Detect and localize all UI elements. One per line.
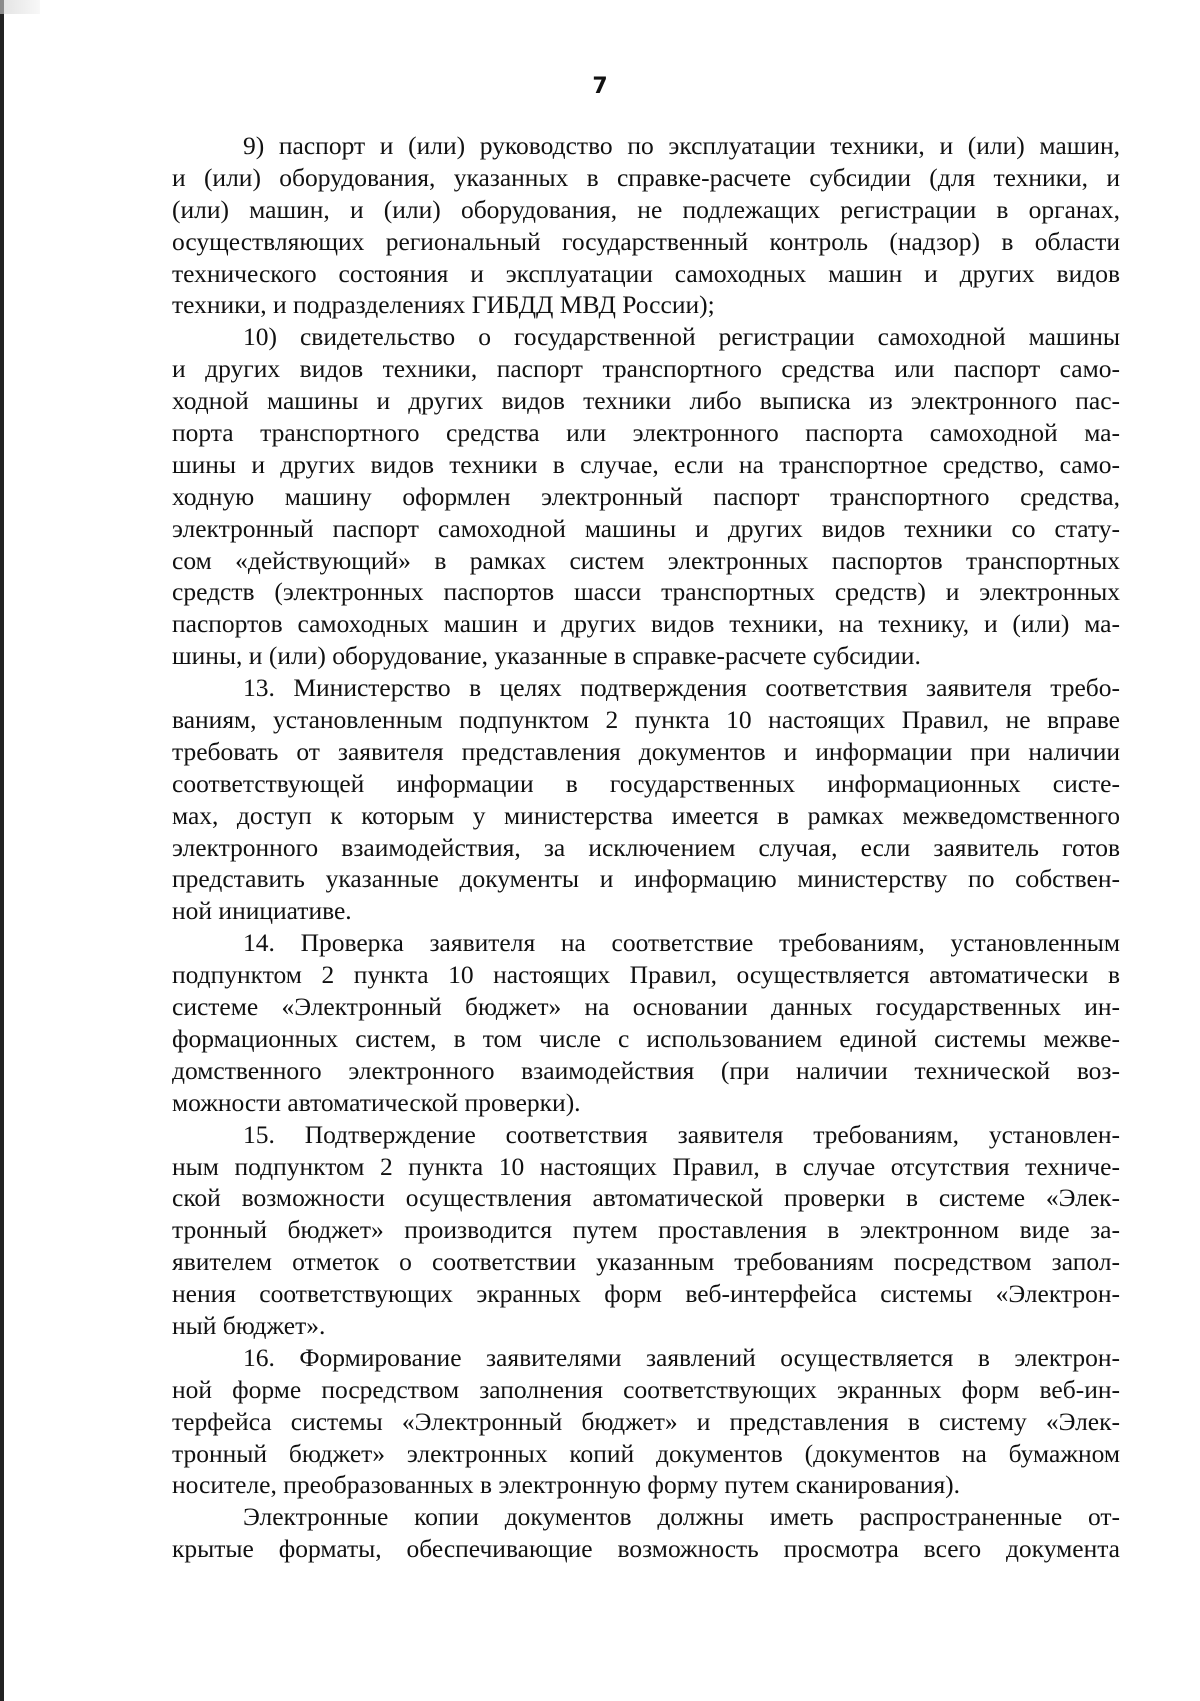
text-line: электронного взаимодействия, за исключением случая, если заявитель готов <box>172 832 1120 862</box>
text-line: соответствующей информации в государственных информационных систе- <box>172 768 1120 798</box>
text-line: ваниям, установленным подпунктом 2 пункта 10 настоящих Правил, не вправе <box>172 705 1120 735</box>
text-line: тронный бюджет» электронных копий документов (документов на бумажном <box>172 1438 1120 1468</box>
text-line: электронный паспорт самоходной машины и других видов техники со стату- <box>172 513 1120 543</box>
text-line: тронный бюджет» производится путем проставления в электронном виде за- <box>172 1215 1120 1245</box>
text-line: мах, доступ к которым у министерства имеется в рамках межведомственного <box>172 800 1120 830</box>
text-line: осуществляющих региональный государственный контроль (надзор) в области <box>172 226 1120 256</box>
text-line: представить указанные документы и информацию министерству по собствен- <box>172 864 1120 894</box>
text-line: ный бюджет». <box>172 1310 326 1340</box>
text-line: 16. Формирование заявителями заявлений осуществляется в электрон- <box>243 1342 1120 1372</box>
text-line: Электронные копии документов должны иметь распространенные от- <box>243 1502 1120 1532</box>
text-line: ской возможности осуществления автоматической проверки в системе «Элек- <box>172 1183 1120 1213</box>
text-line: (или) машин, и (или) оборудования, не подлежащих регистрации в органах, <box>172 194 1120 224</box>
text-line: подпунктом 2 пункта 10 настоящих Правил, осуществляется автоматически в <box>172 960 1120 990</box>
text-line: нения соответствующих экранных форм веб-интерфейса системы «Электрон- <box>172 1279 1120 1309</box>
text-line: ходной машины и других видов техники либо выписка из электронного пас- <box>172 386 1120 416</box>
text-line: паспортов самоходных машин и других видов техники, на технику, и (или) ма- <box>172 609 1120 639</box>
text-line: технического состояния и эксплуатации самоходных машин и других видов <box>172 258 1120 288</box>
text-line: формационных систем, в том числе с использованием единой системы межве- <box>172 1023 1120 1053</box>
text-line: ной инициативе. <box>172 896 352 926</box>
text-line: ным подпунктом 2 пункта 10 настоящих Правил, в случае отсутствия техниче- <box>172 1151 1120 1181</box>
text-line: крытые форматы, обеспечивающие возможность просмотра всего документа <box>172 1534 1120 1564</box>
text-line: 14. Проверка заявителя на соответствие требованиям, установленным <box>243 928 1120 958</box>
text-line: 10) свидетельство о государственной регистрации самоходной машины <box>243 322 1120 352</box>
page-number: 7 <box>592 74 608 99</box>
scan-artifact <box>0 0 40 14</box>
text-line: и других видов техники, паспорт транспортного средства или паспорт само- <box>172 354 1120 384</box>
text-line: и (или) оборудования, указанных в справке-расчете субсидии (для техники, и <box>172 162 1120 192</box>
text-line: системе «Электронный бюджет» на основании данных государственных ин- <box>172 992 1120 1022</box>
text-line: 9) паспорт и (или) руководство по эксплуатации техники, и (или) машин, <box>243 131 1120 160</box>
text-line: ходную машину оформлен электронный паспорт транспортного средства, <box>172 481 1120 511</box>
text-line: сом «действующий» в рамках систем электронных паспортов транспортных <box>172 545 1120 575</box>
text-line: 13. Министерство в целях подтверждения соответствия заявителя требо- <box>243 673 1120 703</box>
text-line: порта транспортного средства или электронного паспорта самоходной ма- <box>172 418 1120 448</box>
text-line: шины и других видов техники в случае, если на транспортное средство, само- <box>172 449 1120 479</box>
text-line: терфейса системы «Электронный бюджет» и представления в систему «Элек- <box>172 1406 1120 1436</box>
text-line: средств (электронных паспортов шасси транспортных средств) и электронных <box>172 577 1120 607</box>
text-line: техники, и подразделениях ГИБДД МВД России); <box>172 290 715 320</box>
text-line: требовать от заявителя представления документов и информации при наличии <box>172 736 1120 766</box>
document-body <box>172 130 1120 1565</box>
scan-edge <box>0 0 4 1701</box>
text-line: шины, и (или) оборудование, указанные в справке-расчете субсидии. <box>172 641 921 671</box>
text-line: можности автоматической проверки). <box>172 1087 581 1117</box>
text-line: ной форме посредством заполнения соответствующих экранных форм веб-ин- <box>172 1374 1120 1404</box>
text-line: явителем отметок о соответствии указанным требованиям посредством запол- <box>172 1247 1120 1277</box>
text-line: носителе, преобразованных в электронную форму путем сканирования). <box>172 1470 961 1500</box>
text-line: 15. Подтверждение соответствия заявителя требованиям, установлен- <box>243 1119 1120 1149</box>
text-line: домственного электронного взаимодействия (при наличии технической воз- <box>172 1055 1120 1085</box>
